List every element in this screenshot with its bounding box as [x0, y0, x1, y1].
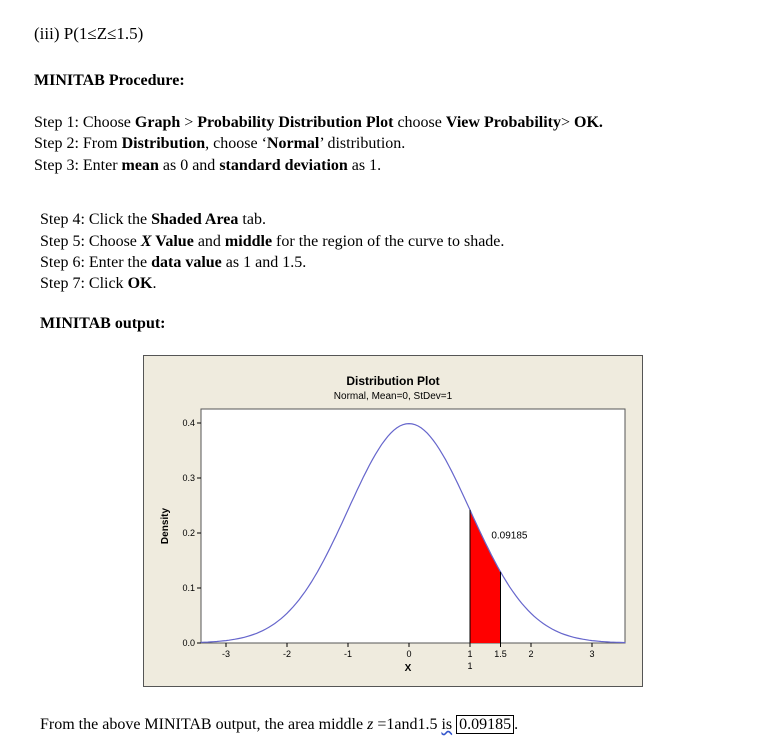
step-1: Step 1: Choose Graph > Probability Distribution Plot choose View Probability> OK.: [34, 114, 603, 131]
output-title: MINITAB output:: [40, 315, 166, 332]
distribution-plot: [144, 356, 642, 686]
x-tick-label: 1.5: [494, 649, 507, 659]
procedure-title: MINITAB Procedure:: [34, 72, 185, 89]
y-tick-label: 0.1: [182, 583, 195, 593]
x-extra-label: 1: [467, 661, 473, 671]
x-tick-label: 2: [528, 649, 534, 659]
y-tick-label: 0.2: [182, 528, 195, 538]
answer-box: 0.09185: [456, 715, 514, 734]
step-3: Step 3: Enter mean as 0 and standard deviation as 1.: [34, 157, 382, 174]
chart-title: Distribution Plot: [346, 374, 440, 388]
x-tick-label: 0: [406, 649, 412, 659]
step-2: Step 2: From Distribution, choose ‘Normal’ distribution.: [34, 135, 406, 152]
step-4: Step 4: Click the Shaded Area tab.: [40, 211, 266, 228]
x-tick-label: 3: [589, 649, 595, 659]
x-axis-label: X: [404, 663, 412, 674]
distribution-plot-frame: [143, 355, 643, 687]
step-7: Step 7: Click OK.: [40, 275, 157, 292]
y-axis: [182, 418, 201, 648]
y-tick-label: 0.4: [182, 418, 195, 428]
x-tick-label: -1: [343, 649, 353, 659]
x-tick-label: 1: [467, 649, 473, 659]
step-6: Step 6: Enter the data value as 1 and 1.5.: [40, 254, 307, 271]
step-5: Step 5: Choose X Value and middle for the region of the curve to shade.: [40, 233, 505, 250]
plot-area: [201, 409, 625, 643]
x-tick-label: -2: [282, 649, 292, 659]
question-heading: (iii) P(1≤Z≤1.5): [34, 24, 144, 43]
conclusion-text: From the above MINITAB output, the area middle z =1and1.5 is 0.09185 .: [40, 716, 519, 733]
y-tick-label: 0.0: [182, 638, 195, 648]
chart-subtitle: Normal, Mean=0, StDev=1: [333, 391, 453, 402]
y-axis-label: Density: [160, 507, 171, 545]
y-tick-label: 0.3: [182, 473, 195, 483]
shaded-area-label: 0.09185: [491, 530, 528, 542]
x-tick-label: -3: [221, 649, 231, 659]
